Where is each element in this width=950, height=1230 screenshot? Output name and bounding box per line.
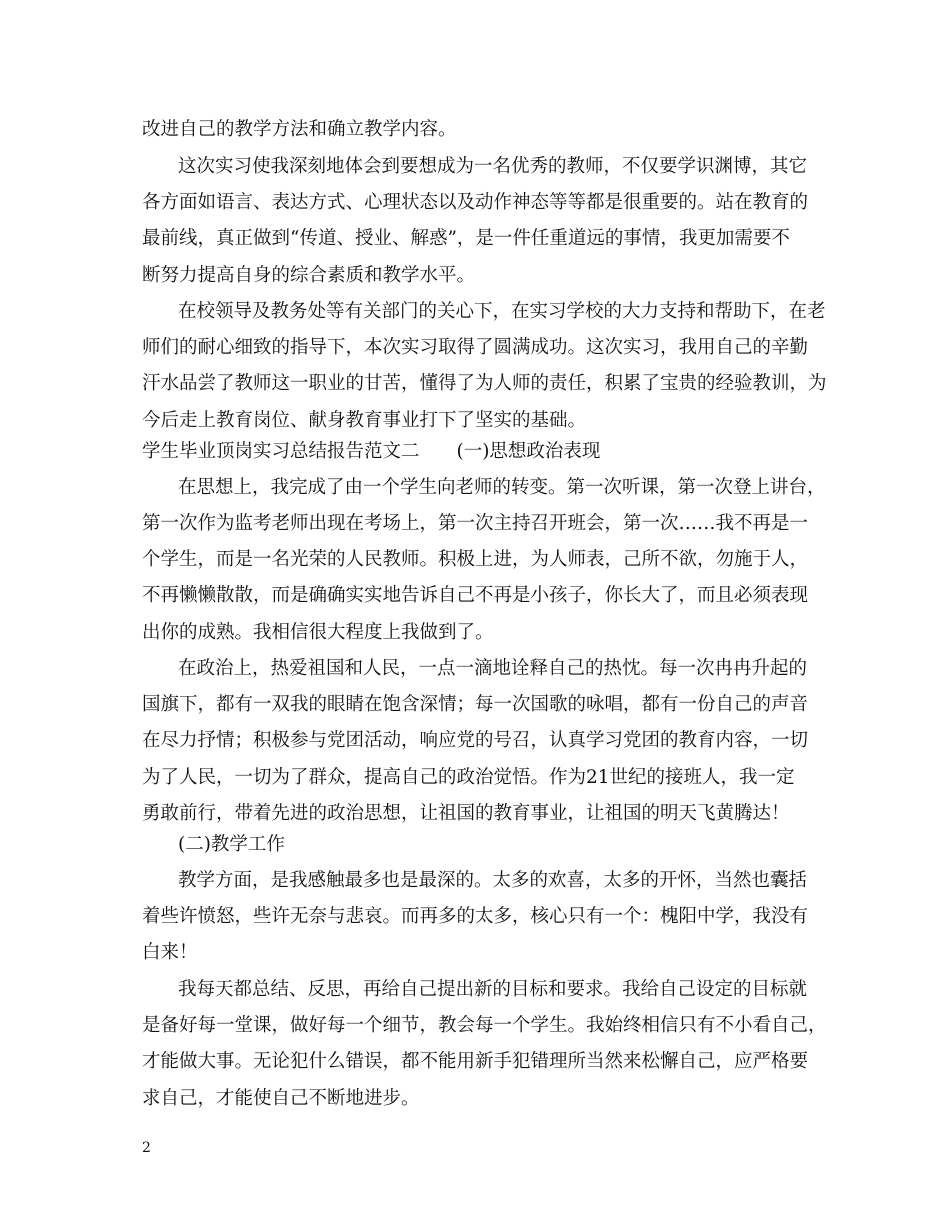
text-line: 在校领导及教务处等有关部门的关心下，在实习学校的大力支持和帮助下，在老	[178, 301, 826, 322]
text-line: 不再懒懒散散，而是确确实实地告诉自己不再是小孩子，你长大了，而且必须表现	[142, 585, 809, 606]
text-line: 教学方面，是我感触最多也是最深的。太多的欢喜，太多的开怀，当然也囊括	[178, 870, 808, 891]
text-line: 求自己，才能使自己不断地进步。	[142, 1088, 420, 1109]
text-line: 是备好每一堂课，做好每一个细节，教会每一个学生。我始终相信只有不小看自己，	[142, 1015, 827, 1036]
text-line: 白来！	[142, 942, 198, 963]
text-line: 我每天都总结、反思，再给自己提出新的目标和要求。我给自己设定的目标就	[178, 979, 808, 1000]
text-line: 改进自己的教学方法和确立教学内容。	[142, 119, 457, 140]
text-line: 个学生，而是一名光荣的人民教师。积极上进，为人师表，己所不欲，勿施于人，	[142, 549, 809, 570]
text-line: 汗水品尝了教师这一职业的甘苦，懂得了为人师的责任，积累了宝贵的经验教训，为	[142, 373, 827, 394]
text-line: 最前线，真正做到“传道、授业、解惑”，是一件任重道远的事情，我更加需要不	[142, 228, 790, 249]
text-line: 各方面如语言、表达方式、心理状态以及动作神态等等都是很重要的。站在教育的	[142, 192, 809, 213]
text-line: 才能做大事。无论犯什么错误，都不能用新手犯错理所当然来松懈自己，应严格要	[142, 1051, 809, 1072]
text-line: 师们的耐心细致的指导下，本次实习取得了圆满成功。这次实习，我用自己的辛勤	[142, 337, 809, 358]
text-line: 这次实习使我深刻地体会到要想成为一名优秀的教师，不仅要学识渊博，其它	[178, 156, 808, 177]
text-line: 断努力提高自身的综合素质和教学水平。	[142, 265, 476, 286]
section-heading: 学生毕业顶岗实习总结报告范文二 (一)思想政治表现	[142, 441, 601, 462]
text-line: 第一次作为监考老师出现在考场上，第一次主持召开班会，第一次……我不再是一	[142, 513, 809, 534]
section-heading: (二)教学工作	[178, 834, 285, 855]
text-line: 出你的成熟。我相信很大程度上我做到了。	[142, 622, 494, 643]
text-line: 在尽力抒情；积极参与党团活动，响应党的号召，认真学习党团的教育内容，一切	[142, 730, 809, 751]
text-line: 勇敢前行，带着先进的政治思想，让祖国的教育事业，让祖国的明天飞黄腾达！	[142, 803, 790, 824]
text-line: 今后走上教育岗位、献身教育事业打下了坚实的基础。	[142, 410, 587, 431]
text-line: 为了人民，一切为了群众，提高自己的政治觉悟。作为21世纪的接班人，我一定	[142, 767, 795, 788]
page-number: 2	[142, 1140, 151, 1156]
text-line: 着些许愤怒，些许无奈与悲哀。而再多的太多，核心只有一个：槐阳中学，我没有	[142, 906, 809, 927]
text-line: 在政治上，热爱祖国和人民，一点一滴地诠释自己的热忱。每一次冉冉升起的	[178, 658, 808, 679]
text-line: 国旗下，都有一双我的眼睛在饱含深情；每一次国歌的咏唱，都有一份自己的声音	[142, 694, 809, 715]
text-line: 在思想上，我完成了由一个学生向老师的转变。第一次听课，第一次登上讲台，	[178, 477, 826, 498]
